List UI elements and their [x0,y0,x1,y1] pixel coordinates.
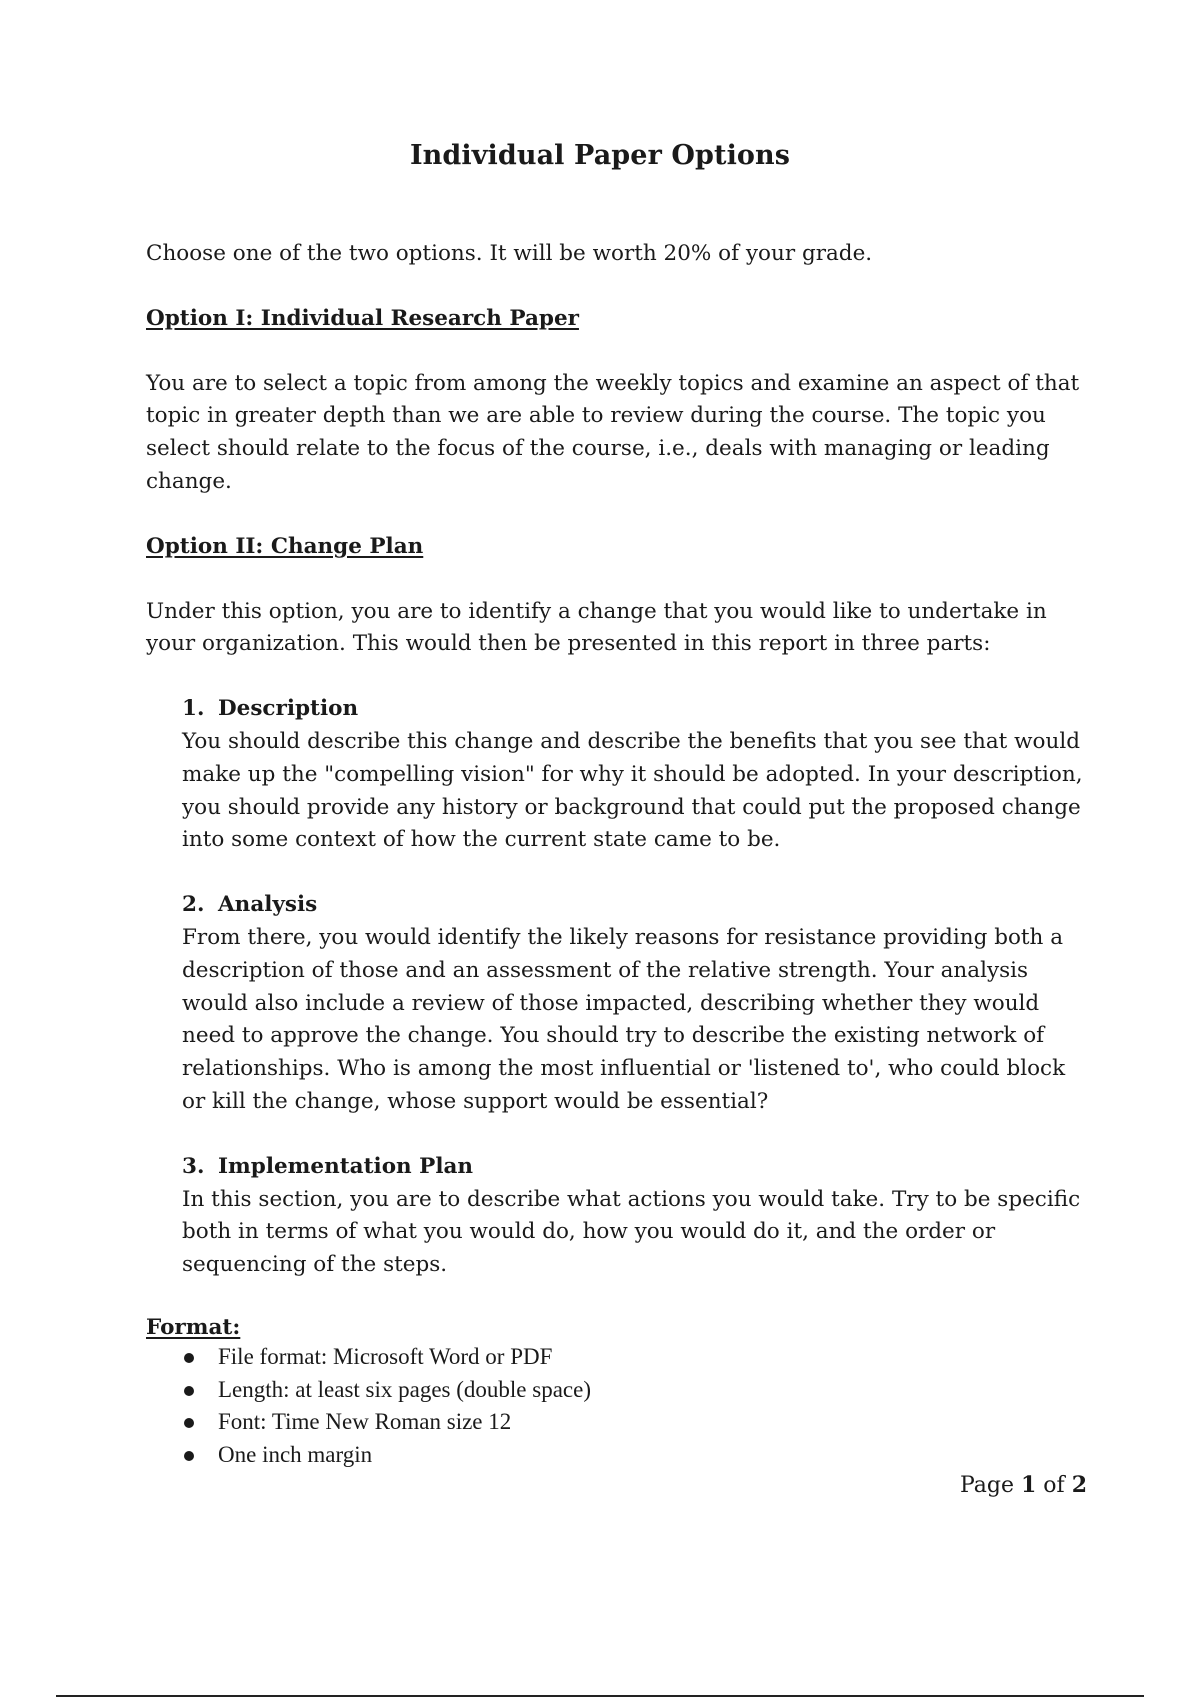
step-description [182,693,1086,857]
list-item [182,1341,1086,1374]
list-item [182,1439,1086,1472]
step-heading [182,1151,1086,1184]
step-body: In this section, you are to describe what actions you would take. Try to be specific both in terms of what you would do, how you would do it, and the order or sequencing of the steps. [182,1186,1081,1278]
page-number-current: 1 [1021,1472,1037,1498]
page-number-total: 2 [1071,1472,1087,1498]
step-number: 3. [182,1153,205,1179]
page-number-prefix: Page [959,1473,1021,1498]
format-list [146,1341,1086,1472]
page-bottom-divider [56,1695,1144,1697]
step-implementation-plan [182,1151,1086,1282]
bullet-icon [184,1451,194,1461]
page-number [960,1470,1087,1501]
step-heading [182,693,1086,726]
step-title: Description [218,696,359,722]
page-number-separator: of [1036,1473,1072,1498]
list-item [182,1374,1086,1407]
step-title: Implementation Plan [218,1153,474,1179]
option-1-body: You are to select a topic from among the weekly topics and examine an aspect of that topic in greater depth than we are able to review during the course. The topic you select should relate to the focus of the course, i.e., deals with managing or leading change. [146,370,1080,494]
document-body [146,238,1086,1472]
bullet-icon [184,1386,194,1396]
step-number: 2. [182,892,205,918]
step-body: You should describe this change and describe the benefits that you see that would make up the "compelling vision" for why it should be adopted. In your description, you should provide any history or background that could put the proposed change into some context of how the current state came to be. [182,728,1083,853]
page-title: Individual Paper Options [409,140,791,171]
step-number: 1. [182,696,205,722]
option-2-body: Under this option, you are to identify a change that you would like to undertake in your organization. This would then be presented in this report in three parts: [146,598,1047,657]
bullet-icon [184,1418,194,1428]
step-heading [182,889,1086,922]
change-plan-steps [146,693,1086,1282]
list-item-text: Length: at least six pages (double space) [218,1376,591,1402]
list-item-text: One inch margin [218,1442,373,1468]
step-analysis [182,889,1086,1119]
step-body: From there, you would identify the likely reasons for resistance providing both a description of those and an assessment of the relative strength. Your analysis would also include a review of those impacted, describing whether they would need to approve the change. You should try to describe the existing network of relationships. Who is among the most influential or 'listened to', who could block or kill the change, whose support would be essential? [182,924,1066,1114]
intro-text: Choose one of the two options. It will be worth 20% of your grade. [146,241,873,266]
list-item-text: Font: Time New Roman size 12 [218,1409,512,1435]
list-item [182,1406,1086,1439]
option-1-heading: Option I: Individual Research Paper [146,305,579,331]
format-heading: Format: [146,1314,241,1340]
step-title: Analysis [218,892,318,918]
list-item-text: File format: Microsoft Word or PDF [218,1343,553,1369]
option-2-heading: Option II: Change Plan [146,533,424,559]
bullet-icon [184,1353,194,1363]
